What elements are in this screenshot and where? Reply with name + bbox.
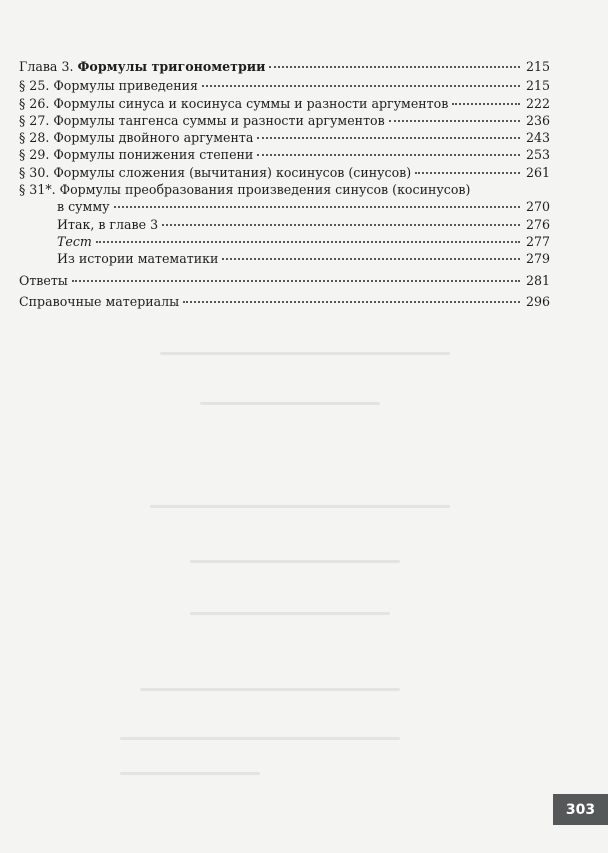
toc-page-number: 270 — [525, 199, 550, 215]
toc-page-number: 281 — [525, 272, 550, 288]
table-of-contents — [19, 58, 550, 310]
toc-section-26[interactable] — [19, 95, 550, 112]
toc-section-label: Тест — [57, 233, 92, 249]
toc-page-number: 261 — [525, 164, 550, 180]
chapter-name: Формулы тригонометрии — [77, 59, 266, 74]
bleed-through-line — [150, 505, 450, 508]
toc-section-label: Ответы — [19, 272, 68, 288]
dot-leader — [389, 120, 520, 122]
bleed-through-line — [190, 560, 400, 563]
toc-section-label: § 29. Формулы понижения степени — [19, 147, 254, 163]
toc-section-label: Из истории математики — [57, 251, 219, 267]
toc-page-number: 277 — [525, 233, 550, 249]
toc-chapter-3[interactable] — [19, 58, 550, 75]
dot-leader — [72, 280, 520, 282]
toc-reference[interactable] — [19, 293, 550, 310]
page-number: 303 — [565, 801, 596, 818]
toc-answers[interactable] — [19, 272, 550, 289]
toc-page-number: 276 — [525, 216, 550, 232]
chapter-title — [19, 58, 265, 75]
toc-section-29[interactable] — [19, 146, 550, 163]
bleed-through-line — [120, 737, 400, 740]
toc-section-label: § 30. Формулы сложения (вычитания) косинусов (синусов) — [19, 164, 412, 180]
dot-leader — [452, 103, 520, 105]
toc-page-number: 215 — [525, 59, 550, 74]
bleed-through-line — [190, 612, 390, 615]
dot-leader — [269, 66, 520, 68]
leader-spacer — [474, 189, 520, 191]
toc-page-number: 279 — [525, 251, 550, 267]
toc-section-25[interactable] — [19, 77, 550, 94]
toc-page-number: 296 — [525, 293, 550, 309]
toc-history[interactable] — [19, 250, 550, 267]
toc-section-label: Справочные материалы — [19, 293, 180, 309]
dot-leader — [257, 154, 520, 156]
toc-section-label: Итак, в главе 3 — [57, 216, 159, 232]
toc-section-31[interactable] — [19, 181, 550, 216]
toc-page-number: 243 — [525, 130, 550, 146]
toc-section-label: § 28. Формулы двойного аргумента — [19, 130, 254, 146]
toc-section-label-line2: в сумму — [57, 199, 110, 215]
toc-test[interactable] — [19, 233, 550, 250]
dot-leader — [162, 224, 520, 226]
dot-leader — [183, 301, 520, 303]
toc-summary[interactable] — [19, 216, 550, 233]
toc-section-label: § 26. Формулы синуса и косинуса суммы и разности аргументов — [19, 95, 449, 111]
toc-section-28[interactable] — [19, 129, 550, 146]
toc-page-number: 236 — [525, 112, 550, 128]
bleed-through-line — [200, 402, 380, 405]
page-number-tab — [553, 794, 608, 825]
toc-section-27[interactable] — [19, 112, 550, 129]
bleed-through-line — [140, 688, 400, 691]
toc-section-label: § 25. Формулы приведения — [19, 78, 198, 94]
toc-section-label: § 27. Формулы тангенса суммы и разности аргументов — [19, 112, 385, 128]
bleed-through-line — [160, 352, 450, 355]
dot-leader — [202, 85, 520, 87]
toc-page-number: 253 — [525, 147, 550, 163]
toc-page-number: 215 — [525, 78, 550, 94]
toc-section-label-line1: § 31*. Формулы преобразования произведения синусов (косинусов) — [19, 182, 471, 198]
dot-leader — [222, 258, 520, 260]
dot-leader — [257, 137, 520, 139]
toc-section-30[interactable] — [19, 164, 550, 181]
bleed-through-line — [120, 772, 260, 775]
dot-leader — [114, 206, 520, 208]
dot-leader — [415, 172, 520, 174]
dot-leader — [96, 241, 520, 243]
chapter-prefix: Глава 3. — [19, 59, 74, 74]
toc-page-number: 222 — [525, 95, 550, 111]
